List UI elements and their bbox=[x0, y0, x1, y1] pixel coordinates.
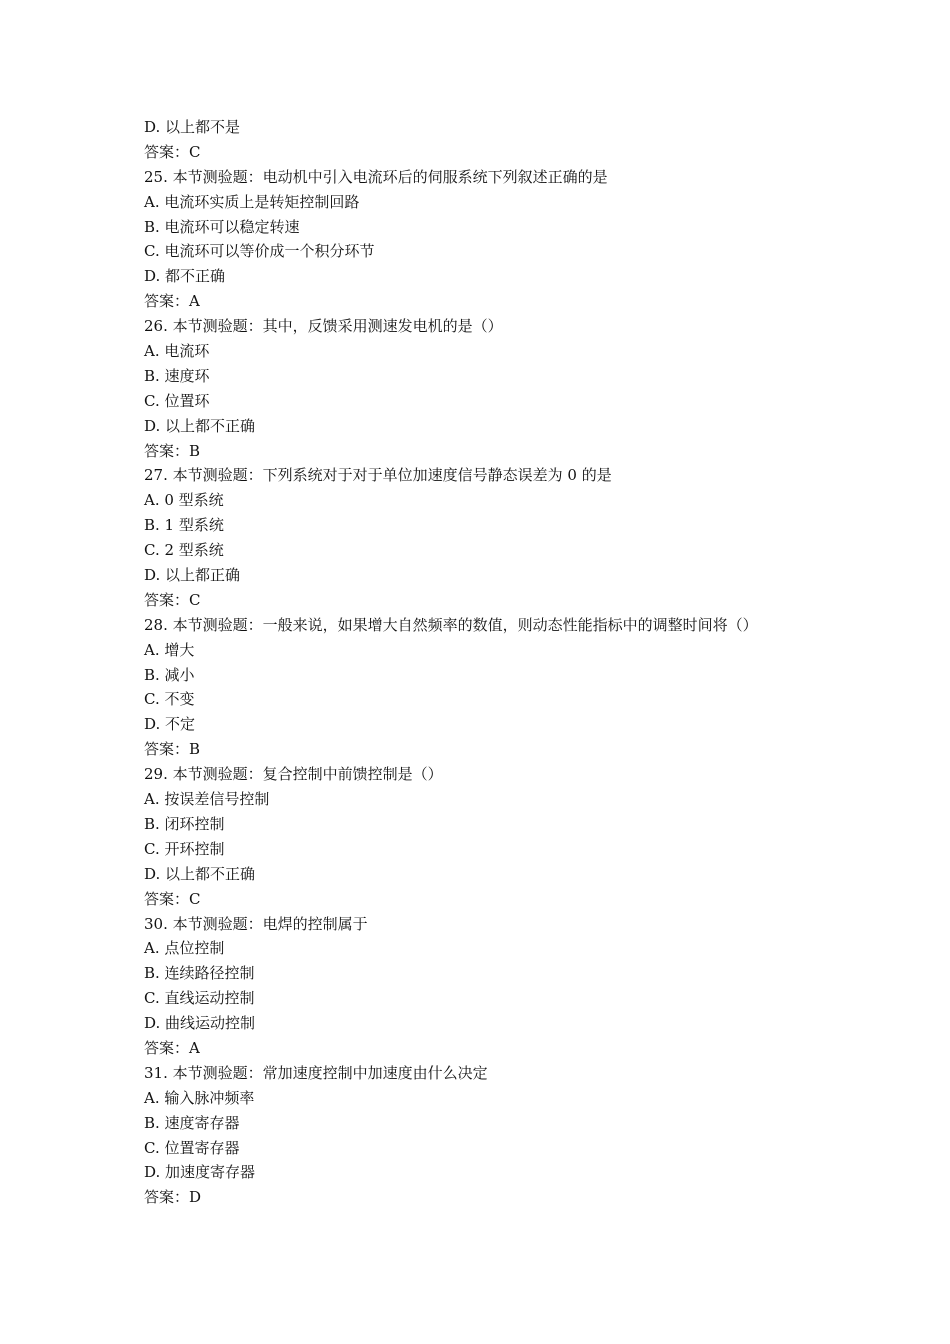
option-d-line: D. 以上都不是 bbox=[144, 118, 241, 136]
question-26-line: 26. 本节测验题：其中，反馈采用测速发电机的是（） bbox=[144, 317, 503, 336]
option-a-line: A. 电流环 bbox=[144, 342, 210, 361]
question-31-line: 31. 本节测验题：常加速度控制中加速度由什么决定 bbox=[144, 1063, 488, 1082]
option-b-line: B. 连续路径控制 bbox=[144, 964, 255, 983]
option-b-line: B. 电流环可以稳定转速 bbox=[144, 217, 300, 236]
answer-line: 答案：C bbox=[144, 590, 201, 609]
option-b-line: B. 1 型系统 bbox=[144, 516, 224, 535]
question-28-line: 28. 本节测验题：一般来说，如果增大自然频率的数值，则动态性能指标中的调整时间将（） bbox=[144, 615, 758, 634]
answer-line: 答案：A bbox=[144, 1038, 200, 1057]
option-d-line: D. 以上都不正确 bbox=[144, 416, 256, 435]
option-d-line: D. 都不正确 bbox=[144, 267, 226, 286]
option-a-line: A. 电流环实质上是转矩控制回路 bbox=[144, 192, 360, 211]
option-b-line: B. 速度寄存器 bbox=[144, 1113, 240, 1132]
option-c-line: C. 直线运动控制 bbox=[144, 989, 255, 1008]
option-d-line: D. 曲线运动控制 bbox=[144, 1014, 256, 1033]
answer-line: 答案：C bbox=[144, 889, 201, 908]
option-a-line: A. 点位控制 bbox=[144, 939, 225, 958]
question-27-line: 27. 本节测验题：下列系统对于对于单位加速度信号静态误差为 0 的是 bbox=[144, 466, 612, 485]
option-a-line: A. 0 型系统 bbox=[144, 491, 224, 510]
answer-line: 答案：B bbox=[144, 740, 201, 759]
option-c-line: C. 位置寄存器 bbox=[144, 1138, 240, 1157]
answer-line: 答案：A bbox=[144, 292, 200, 311]
question-25-line: 25. 本节测验题：电动机中引入电流环后的伺服系统下列叙述正确的是 bbox=[144, 167, 608, 186]
option-c-line: C. 不变 bbox=[144, 690, 195, 709]
question-30-line: 30. 本节测验题：电焊的控制属于 bbox=[144, 914, 368, 933]
answer-line: 答案：C bbox=[144, 142, 201, 161]
option-d-line: D. 以上都不正确 bbox=[144, 864, 256, 883]
question-29-line: 29. 本节测验题：复合控制中前馈控制是（） bbox=[144, 765, 443, 784]
option-d-line: D. 不定 bbox=[144, 715, 196, 734]
option-d-line: D. 加速度寄存器 bbox=[144, 1163, 256, 1182]
option-a-line: A. 按误差信号控制 bbox=[144, 790, 270, 809]
answer-line: 答案：B bbox=[144, 441, 201, 460]
option-b-line: B. 速度环 bbox=[144, 366, 210, 385]
option-a-line: A. 增大 bbox=[144, 640, 195, 659]
option-d-line: D. 以上都正确 bbox=[144, 566, 241, 585]
option-b-line: B. 闭环控制 bbox=[144, 814, 225, 833]
answer-line: 答案：D bbox=[144, 1188, 202, 1207]
option-c-line: C. 开环控制 bbox=[144, 839, 225, 858]
option-a-line: A. 输入脉冲频率 bbox=[144, 1088, 255, 1107]
option-c-line: C. 2 型系统 bbox=[144, 541, 224, 560]
question-list bbox=[144, 115, 824, 1210]
option-b-line: B. 减小 bbox=[144, 665, 195, 684]
option-c-line: C. 位置环 bbox=[144, 391, 210, 410]
option-c-line: C. 电流环可以等价成一个积分环节 bbox=[144, 242, 375, 261]
